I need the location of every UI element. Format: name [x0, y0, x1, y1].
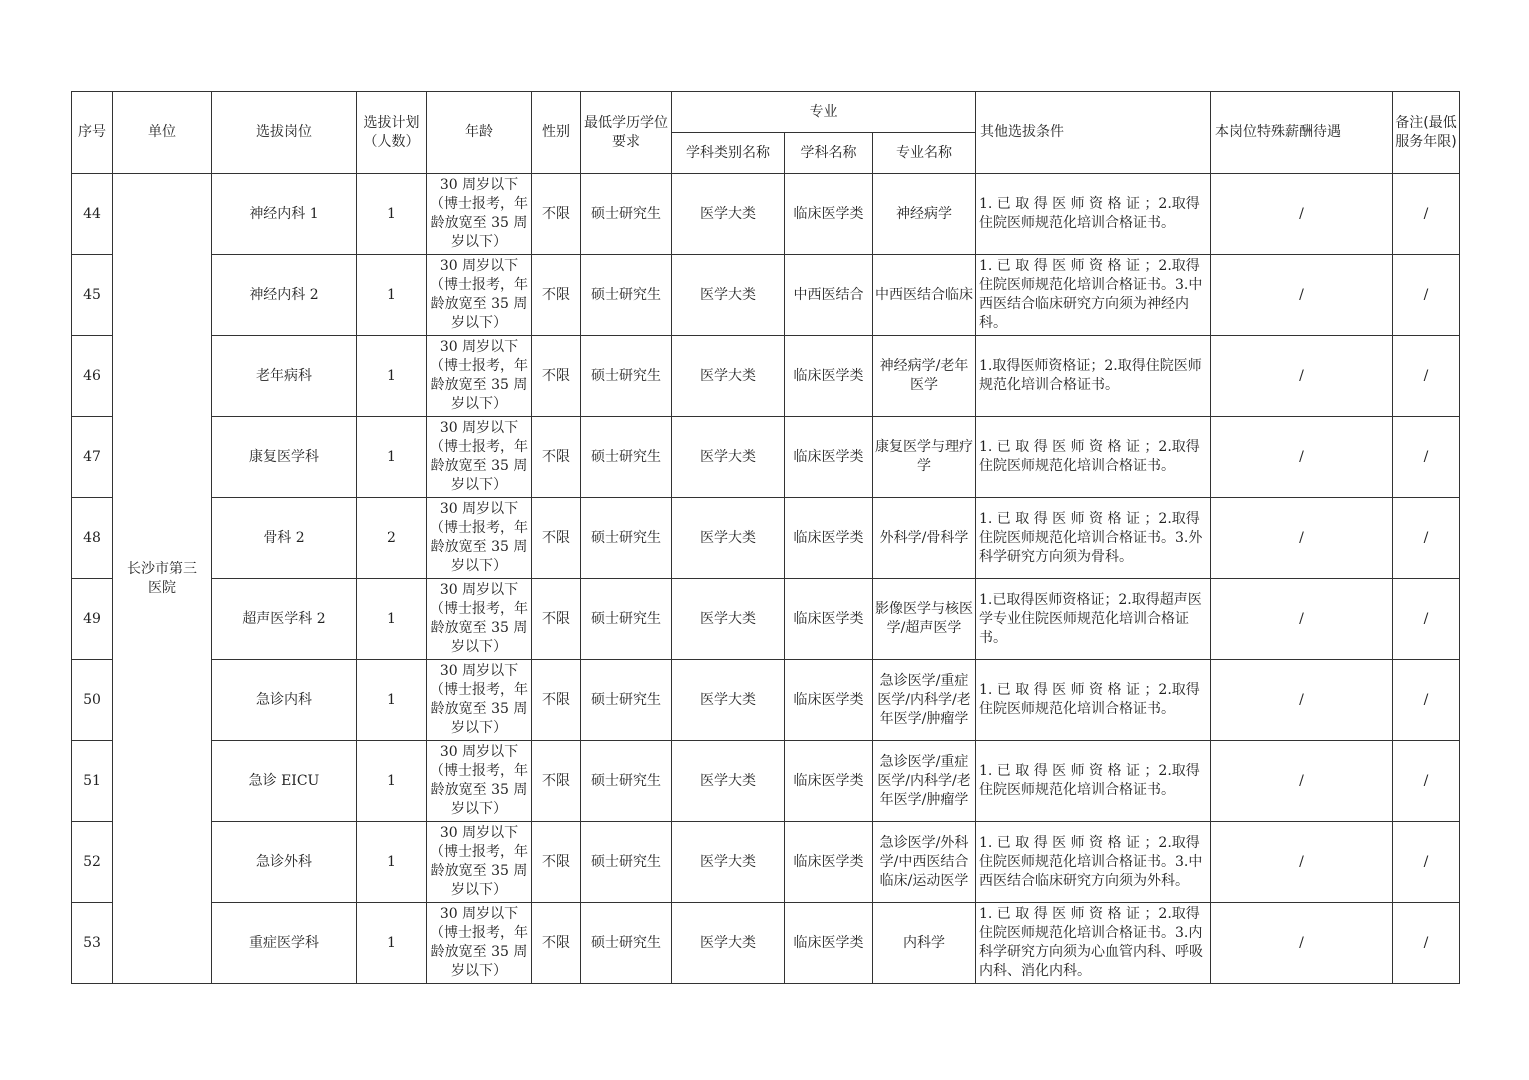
cell-category: 医学大类	[672, 174, 785, 255]
table-header	[72, 92, 1460, 174]
cell-conditions: 1. 已 取 得 医 师 资 格 证 ；2.取得住院医师规范化培训合格证书。3.中西医结合临床研究方向须为神经内科。	[976, 255, 1211, 336]
cell-position: 急诊 EICU	[212, 741, 357, 822]
cell-plan: 1	[357, 660, 427, 741]
cell-plan: 1	[357, 579, 427, 660]
cell-position: 急诊内科	[212, 660, 357, 741]
header-remarks: 备注(最低服务年限)	[1393, 92, 1460, 174]
cell-plan: 1	[357, 903, 427, 984]
cell-age: 30 周岁以下（博士报考，年龄放宽至 35 周岁以下）	[427, 174, 532, 255]
cell-gender: 不限	[532, 417, 581, 498]
cell-seq: 53	[72, 903, 113, 984]
cell-gender: 不限	[532, 579, 581, 660]
cell-salary: /	[1211, 903, 1393, 984]
cell-conditions: 1. 已 取 得 医 师 资 格 证 ；2.取得住院医师规范化培训合格证书。3.内科学研究方向须为心血管内科、呼吸内科、消化内科。	[976, 903, 1211, 984]
cell-discipline: 临床医学类	[785, 822, 873, 903]
recruitment-table	[71, 91, 1460, 984]
header-major-discipline: 学科名称	[785, 133, 873, 174]
cell-remarks: /	[1393, 336, 1460, 417]
cell-age: 30 周岁以下（博士报考，年龄放宽至 35 周岁以下）	[427, 903, 532, 984]
cell-position: 重症医学科	[212, 903, 357, 984]
cell-gender: 不限	[532, 336, 581, 417]
cell-remarks: /	[1393, 417, 1460, 498]
cell-plan: 1	[357, 741, 427, 822]
cell-remarks: /	[1393, 255, 1460, 336]
cell-conditions: 1. 已 取 得 医 师 资 格 证 ；2.取得住院医师规范化培训合格证书。	[976, 660, 1211, 741]
cell-category: 医学大类	[672, 579, 785, 660]
cell-remarks: /	[1393, 822, 1460, 903]
table-row	[72, 822, 1460, 903]
cell-age: 30 周岁以下（博士报考，年龄放宽至 35 周岁以下）	[427, 822, 532, 903]
cell-gender: 不限	[532, 741, 581, 822]
cell-gender: 不限	[532, 174, 581, 255]
cell-salary: /	[1211, 255, 1393, 336]
cell-remarks: /	[1393, 903, 1460, 984]
cell-category: 医学大类	[672, 660, 785, 741]
cell-seq: 47	[72, 417, 113, 498]
cell-plan: 1	[357, 417, 427, 498]
header-major-category: 学科类别名称	[672, 133, 785, 174]
cell-major: 神经病学	[873, 174, 976, 255]
cell-salary: /	[1211, 579, 1393, 660]
cell-age: 30 周岁以下（博士报考，年龄放宽至 35 周岁以下）	[427, 579, 532, 660]
cell-category: 医学大类	[672, 822, 785, 903]
table-body	[72, 174, 1460, 984]
cell-seq: 50	[72, 660, 113, 741]
cell-conditions: 1. 已 取 得 医 师 资 格 证 ；2.取得住院医师规范化培训合格证书。	[976, 417, 1211, 498]
cell-major: 外科学/骨科学	[873, 498, 976, 579]
cell-discipline: 临床医学类	[785, 417, 873, 498]
table-row	[72, 660, 1460, 741]
cell-remarks: /	[1393, 174, 1460, 255]
cell-category: 医学大类	[672, 255, 785, 336]
cell-category: 医学大类	[672, 903, 785, 984]
header-seq: 序号	[72, 92, 113, 174]
header-salary: 本岗位特殊薪酬待遇	[1211, 92, 1393, 174]
cell-conditions: 1.已取得医师资格证；2.取得超声医学专业住院医师规范化培训合格证书。	[976, 579, 1211, 660]
header-gender: 性别	[532, 92, 581, 174]
cell-conditions: 1.取得医师资格证；2.取得住院医师规范化培训合格证书。	[976, 336, 1211, 417]
cell-seq: 51	[72, 741, 113, 822]
cell-major: 中西医结合临床	[873, 255, 976, 336]
cell-salary: /	[1211, 660, 1393, 741]
cell-salary: /	[1211, 822, 1393, 903]
cell-position: 急诊外科	[212, 822, 357, 903]
cell-position: 康复医学科	[212, 417, 357, 498]
cell-salary: /	[1211, 498, 1393, 579]
cell-remarks: /	[1393, 498, 1460, 579]
cell-gender: 不限	[532, 903, 581, 984]
cell-conditions: 1. 已 取 得 医 师 资 格 证 ；2.取得住院医师规范化培训合格证书。3.外科学研究方向须为骨科。	[976, 498, 1211, 579]
cell-age: 30 周岁以下（博士报考，年龄放宽至 35 周岁以下）	[427, 741, 532, 822]
header-major-name: 专业名称	[873, 133, 976, 174]
cell-gender: 不限	[532, 822, 581, 903]
cell-education: 硕士研究生	[581, 498, 672, 579]
header-age: 年龄	[427, 92, 532, 174]
cell-discipline: 中西医结合	[785, 255, 873, 336]
cell-discipline: 临床医学类	[785, 660, 873, 741]
cell-discipline: 临床医学类	[785, 579, 873, 660]
cell-unit: 长沙市第三医院	[113, 174, 212, 984]
cell-salary: /	[1211, 336, 1393, 417]
table-row	[72, 903, 1460, 984]
cell-seq: 45	[72, 255, 113, 336]
cell-seq: 48	[72, 498, 113, 579]
header-education: 最低学历学位要求	[581, 92, 672, 174]
cell-major: 神经病学/老年医学	[873, 336, 976, 417]
cell-position: 超声医学科 2	[212, 579, 357, 660]
table-row	[72, 174, 1460, 255]
header-major: 专业	[672, 92, 976, 133]
cell-plan: 1	[357, 822, 427, 903]
cell-category: 医学大类	[672, 417, 785, 498]
cell-seq: 49	[72, 579, 113, 660]
cell-education: 硕士研究生	[581, 336, 672, 417]
cell-plan: 1	[357, 255, 427, 336]
cell-age: 30 周岁以下（博士报考，年龄放宽至 35 周岁以下）	[427, 417, 532, 498]
cell-discipline: 临床医学类	[785, 174, 873, 255]
cell-plan: 1	[357, 336, 427, 417]
cell-seq: 52	[72, 822, 113, 903]
table-row	[72, 255, 1460, 336]
cell-age: 30 周岁以下（博士报考，年龄放宽至 35 周岁以下）	[427, 336, 532, 417]
cell-salary: /	[1211, 741, 1393, 822]
cell-conditions: 1. 已 取 得 医 师 资 格 证 ；2.取得住院医师规范化培训合格证书。	[976, 741, 1211, 822]
cell-category: 医学大类	[672, 498, 785, 579]
cell-salary: /	[1211, 417, 1393, 498]
cell-plan: 1	[357, 174, 427, 255]
cell-gender: 不限	[532, 498, 581, 579]
header-position: 选拔岗位	[212, 92, 357, 174]
cell-major: 康复医学与理疗学	[873, 417, 976, 498]
cell-remarks: /	[1393, 741, 1460, 822]
cell-discipline: 临床医学类	[785, 903, 873, 984]
cell-category: 医学大类	[672, 336, 785, 417]
cell-major: 内科学	[873, 903, 976, 984]
cell-seq: 46	[72, 336, 113, 417]
cell-gender: 不限	[532, 660, 581, 741]
table-row	[72, 417, 1460, 498]
cell-major: 影像医学与核医学/超声医学	[873, 579, 976, 660]
cell-education: 硕士研究生	[581, 174, 672, 255]
table-row	[72, 579, 1460, 660]
cell-position: 神经内科 1	[212, 174, 357, 255]
header-unit: 单位	[113, 92, 212, 174]
cell-discipline: 临床医学类	[785, 498, 873, 579]
cell-position: 骨科 2	[212, 498, 357, 579]
table-row	[72, 498, 1460, 579]
cell-discipline: 临床医学类	[785, 741, 873, 822]
cell-seq: 44	[72, 174, 113, 255]
cell-age: 30 周岁以下（博士报考，年龄放宽至 35 周岁以下）	[427, 255, 532, 336]
cell-education: 硕士研究生	[581, 741, 672, 822]
cell-remarks: /	[1393, 579, 1460, 660]
cell-discipline: 临床医学类	[785, 336, 873, 417]
cell-major: 急诊医学/重症医学/内科学/老年医学/肿瘤学	[873, 741, 976, 822]
cell-gender: 不限	[532, 255, 581, 336]
cell-conditions: 1. 已 取 得 医 师 资 格 证 ；2.取得住院医师规范化培训合格证书。	[976, 174, 1211, 255]
cell-education: 硕士研究生	[581, 903, 672, 984]
cell-major: 急诊医学/重症医学/内科学/老年医学/肿瘤学	[873, 660, 976, 741]
cell-position: 老年病科	[212, 336, 357, 417]
cell-age: 30 周岁以下（博士报考，年龄放宽至 35 周岁以下）	[427, 660, 532, 741]
cell-salary: /	[1211, 174, 1393, 255]
cell-education: 硕士研究生	[581, 660, 672, 741]
cell-age: 30 周岁以下（博士报考，年龄放宽至 35 周岁以下）	[427, 498, 532, 579]
cell-major: 急诊医学/外科学/中西医结合临床/运动医学	[873, 822, 976, 903]
table-row	[72, 741, 1460, 822]
cell-education: 硕士研究生	[581, 417, 672, 498]
cell-education: 硕士研究生	[581, 579, 672, 660]
cell-plan: 2	[357, 498, 427, 579]
cell-position: 神经内科 2	[212, 255, 357, 336]
cell-education: 硕士研究生	[581, 255, 672, 336]
cell-conditions: 1. 已 取 得 医 师 资 格 证 ；2.取得住院医师规范化培训合格证书。3.中西医结合临床研究方向须为外科。	[976, 822, 1211, 903]
header-other-conditions: 其他选拔条件	[976, 92, 1211, 174]
header-plan: 选拔计划（人数）	[357, 92, 427, 174]
cell-education: 硕士研究生	[581, 822, 672, 903]
table-row	[72, 336, 1460, 417]
cell-category: 医学大类	[672, 741, 785, 822]
cell-remarks: /	[1393, 660, 1460, 741]
